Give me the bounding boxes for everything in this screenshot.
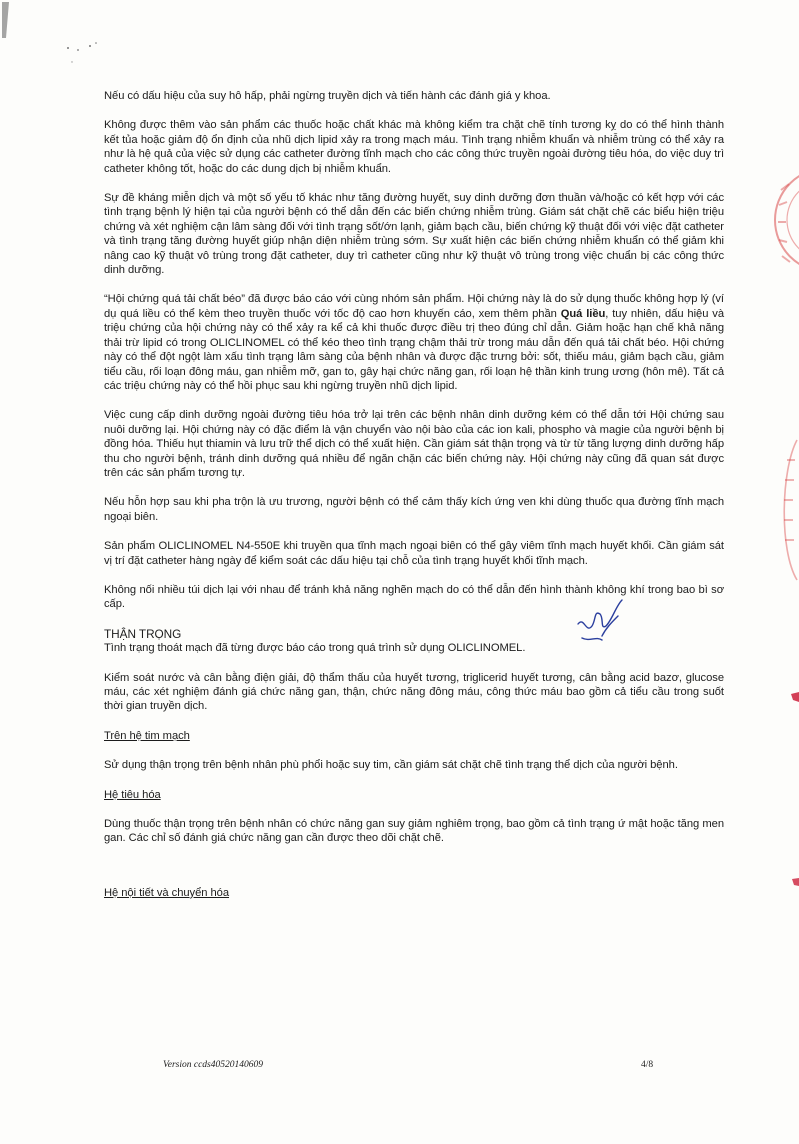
page-number: 4/8	[641, 1060, 654, 1070]
paragraph-fat-overload	[104, 292, 724, 393]
section-body-cardiovascular: Sử dụng thận trọng trên bệnh nhân phù phổi hoặc suy tim, cần giám sát chặt chẽ tình trạng thể dịch của người bệnh.	[104, 759, 678, 772]
paragraph-refeeding: Việc cung cấp dinh dưỡng ngoài đường tiêu hóa trở lại trên các bệnh nhân dinh dưỡng kém có thể dẫn tới Hội chứng sau nuôi dưỡng lại. Hội chứng này có đặc điểm là vận chuyển vào nội bào của các ion kali, phospho và magie của người bệnh bị đồng hóa. Thiếu hụt thiamin và lưu trữ thể dịch có thể xuất hiện. Cần giám sát thận trọng và từ từ tăng lượng dinh dưỡng hấp thu cho người bệnh, tránh dinh dưỡng quá nhiều để ngăn chặn các biến chứng này. Hội chứng này cũng đã quan sát được trên các sản phẩm tương tự.	[104, 409, 724, 479]
paragraph-monitoring: Kiểm soát nước và cân bằng điện giải, độ thẩm thấu của huyết tương, triglicerid huyết tương, cân bằng acid bazơ, glucose máu, các xét nghiệm đánh giá chức năng gan, thận, chức năng đông máu, công thức máu bao gồm cả tiểu cầu trong suốt thời gian truyền dịch.	[104, 671, 724, 713]
paragraph-air-embolism: Không nối nhiều túi dịch lại với nhau để tránh khả năng nghẽn mạch do có thể dẫn đến hình thành không khí trong bao bì sơ cấp.	[104, 583, 724, 611]
section-body-digestive: Dùng thuốc thận trọng trên bệnh nhân có chức năng gan suy giảm nghiêm trọng, bao gồm cả tình trạng ứ mật hoặc tăng men gan. Các chỉ số đánh giá chức năng gan cần được theo dõi chặt chẽ.	[104, 818, 724, 845]
body-text	[104, 89, 724, 900]
fat-overload-text-start: “Hội chứng quá tải chất béo” đã được báo cáo với cùng nhóm sản phẩm. Hội chứng này là do sử dụng thuốc không hợp lý (ví dụ quá liều có thể kèm theo truyền thuốc với tốc độ cao hơn khuyến cáo, xem thêm phần	[104, 293, 724, 320]
section-heading-cardiovascular: Trên hệ tim mạch	[104, 729, 190, 742]
paragraph-infection: Sự đề kháng miễn dịch và một số yếu tố khác như tăng đường huyết, suy dinh dưỡng đơn thuần và/hoặc có kết hợp với các tình trạng bệnh lý hiện tại của người bệnh có thể dẫn đến các biến chứng nhiễm trùng. Giám sát chặt chẽ các biểu hiện triệu chứng và xét nghiệm cận lâm sàng đối với tình trạng sốt/ớn lạnh, giảm bạch cầu, biến chứng kỹ thuật đối với việc đặt catheter và tình trạng tăng đường huyết giúp nhận diện nhiễm trùng sớm. Sự xuất hiện các biến chứng nhiễm khuẩn có thể giảm khi nâng cao kỹ thuật vô trùng trong đặt catheter, duy trì catheter cũng như kỹ thuật vô trùng trong việc chuẩn bị các công thức dinh dưỡng.	[104, 192, 724, 277]
overdose-reference: Quá liều	[560, 307, 606, 320]
red-seal-stamp-side	[767, 430, 799, 590]
paragraph-extravasation: Tình trạng thoát mạch đã từng được báo cáo trong quá trình sử dụng OLICLINOMEL.	[104, 642, 526, 655]
edge-red-mark	[791, 690, 799, 704]
red-seal-stamp-top	[767, 150, 799, 290]
version-label: Version ccds40520140609	[163, 1060, 264, 1070]
scan-dust-marks	[60, 40, 110, 70]
fat-overload-text-end: , tuy nhiên, dấu hiệu và triệu chứng của hội chứng này có thể xảy ra kể cả khi thuốc được điều trị theo đúng chỉ dẫn. Giảm hoặc hạn chế khả năng thải trừ lipid có trong OLICLINOMEL có thể kéo theo tình trạng chậm thải trừ trong máu dẫn đến quá tải chất béo. Hội chứng này có thể đột ngột làm xấu tình trạng lâm sàng của bệnh nhân và được đặc trưng bởi: sốt, thiếu máu, giảm bạch cầu, giảm tiểu cầu, rối loạn đông máu, gan nhiễm mỡ, gan to, gây hại chức năng gan, rối loạn hệ thần kinh trung ương (hôn mê). Tất cả các triệu chứng này có thể hồi phục sau khi ngừng truyền nhũ dịch lipid.	[104, 307, 724, 392]
scan-corner-mark	[0, 0, 18, 40]
paragraph-compatibility: Không được thêm vào sản phẩm các thuốc hoặc chất khác mà không kiểm tra chặt chẽ tính tương kỵ do có thể hình thành kết tủa hoặc giảm độ ổn định của nhũ dịch lipid xảy ra trong mạch máu. Tình trạng nhiễm khuẩn và nhiễm trùng có thể xảy ra như là hệ quả của việc sử dụng các catheter đường tĩnh mạch cho các công thức truyền ngoài đường tiêu hóa, do việc duy trì catheter không tốt, hoặc do các dung dịch bị nhiễm khuẩn.	[104, 119, 724, 175]
paragraph-respiratory: Nếu có dấu hiệu của suy hô hấp, phải ngừng truyền dịch và tiến hành các đánh giá y khoa.	[104, 90, 551, 102]
section-heading-endocrine: Hệ nội tiết và chuyển hóa	[104, 886, 230, 899]
paragraph-hypertonic: Nếu hỗn hợp sau khi pha trộn là ưu trương, người bệnh có thể cảm thấy kích ứng ven khi dùng thuốc qua đường tĩnh mạch ngoại biên.	[104, 496, 724, 523]
precautions-heading: THẬN TRỌNG	[104, 626, 182, 641]
paragraph-thrombophlebitis: Sản phẩm OLICLINOMEL N4-550E khi truyền qua tĩnh mạch ngoại biên có thể gây viêm tĩnh mạch huyết khối. Cần giám sát vị trí đặt catheter hàng ngày để kiểm soát các dấu hiệu tại chỗ của tình trạng huyết khối tĩnh mạch.	[104, 540, 724, 567]
edge-red-mark	[791, 876, 799, 888]
section-heading-digestive: Hệ tiêu hóa	[104, 788, 161, 801]
